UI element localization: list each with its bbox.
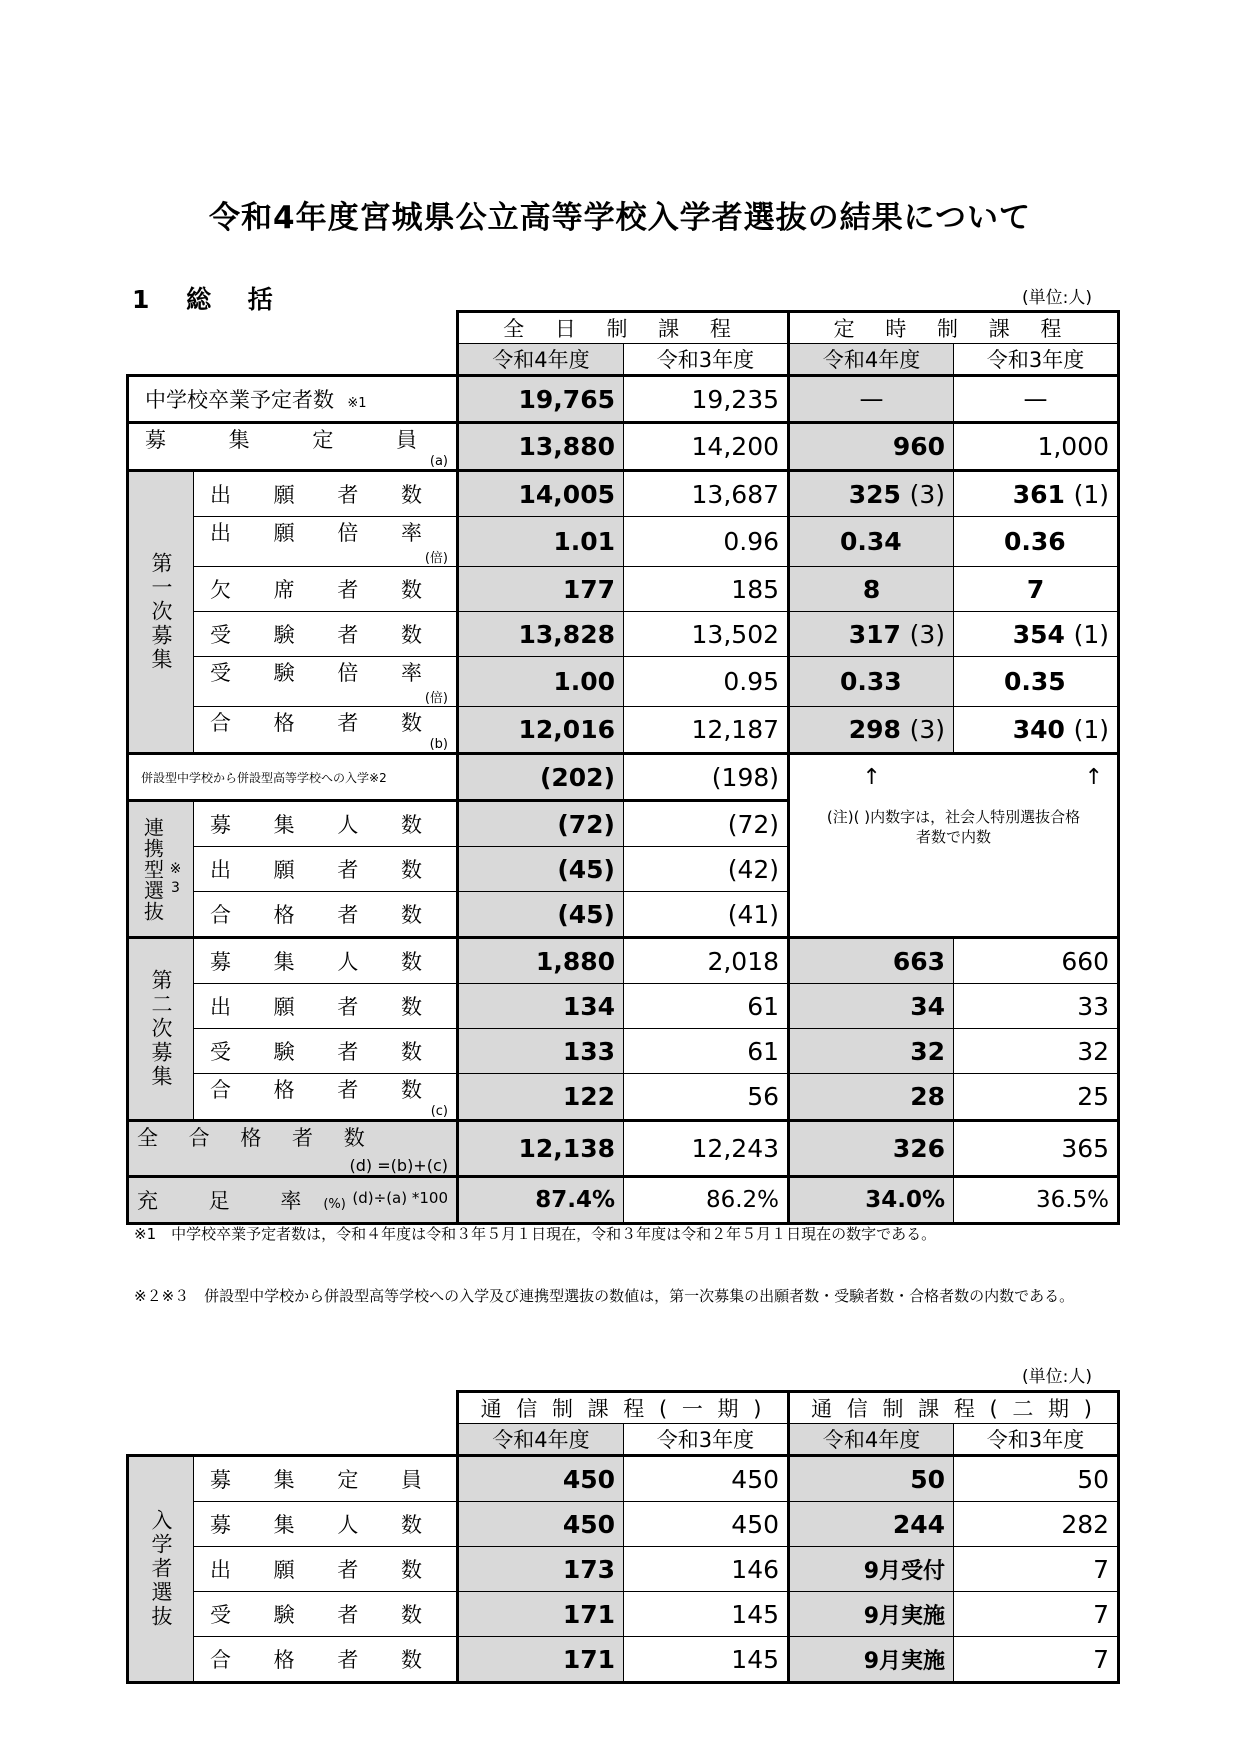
summary-table: [126, 310, 1120, 1225]
row-total-label: 全 合 格 者 数 (d) =(b)+(c): [128, 1121, 458, 1177]
group-first-label: 第一次募集: [128, 471, 194, 754]
cell: 361 (1): [954, 471, 1119, 517]
cell: 32: [954, 1029, 1119, 1074]
cell: 122: [458, 1074, 624, 1121]
cell: 9月実施: [789, 1637, 954, 1683]
cell: 0.33: [789, 657, 954, 707]
group-second-label: 第二次募集: [128, 938, 194, 1121]
cell: (42): [624, 847, 789, 892]
year-header: 令和3年度: [954, 344, 1119, 376]
cell: 326: [789, 1121, 954, 1177]
cell: 317 (3): [789, 612, 954, 657]
correspondence-table: [126, 1390, 1120, 1684]
row-label: 出 願 者 数: [194, 984, 458, 1029]
year-header: 令和3年度: [624, 344, 789, 376]
cell: 50: [954, 1456, 1119, 1502]
year-header: 令和4年度: [458, 344, 624, 376]
cell: (72): [624, 801, 789, 847]
footnote-2: ※２※３ 併設型中学校から併設型高等学校への入学及び連携型選抜の数値は，第一次募集の出願者数・受験者数・合格者数の内数である。: [134, 1287, 1075, 1305]
row-label: 欠 席 者 数: [194, 567, 458, 612]
cell: 50: [789, 1456, 954, 1502]
cell: 185: [624, 567, 789, 612]
cell: 450: [624, 1456, 789, 1502]
cell: 25: [954, 1074, 1119, 1121]
cell: 0.34: [789, 517, 954, 567]
arrow-icon: ↑: [954, 754, 1119, 801]
cell: 33: [954, 984, 1119, 1029]
cell: (72): [458, 801, 624, 847]
row-label: 出 願 倍 率 (倍): [194, 517, 458, 567]
unit-label: (単位:人): [1022, 288, 1092, 308]
cell: 28: [789, 1074, 954, 1121]
year-header: 令和4年度: [789, 344, 954, 376]
unit-label: (単位:人): [1022, 1367, 1092, 1387]
cell: 244: [789, 1502, 954, 1547]
cell: 365: [954, 1121, 1119, 1177]
cell: 13,502: [624, 612, 789, 657]
cell: (202): [458, 754, 624, 801]
cell: 173: [458, 1547, 624, 1592]
cell: 282: [954, 1502, 1119, 1547]
row-label: 募 集 定 員: [194, 1456, 458, 1502]
row-label: 受 験 倍 率 (倍): [194, 657, 458, 707]
cell: 19,235: [624, 376, 789, 423]
cell: 7: [954, 1637, 1119, 1683]
row-label: 合 格 者 数 (b): [194, 707, 458, 754]
row-rate-label: 充 足 率(%) (d)÷(a) *100: [128, 1177, 458, 1224]
arrow-icon: ↑: [789, 754, 954, 801]
row-label: 合 格 者 数: [194, 892, 458, 938]
cell: 960: [789, 423, 954, 471]
year-header: 令和3年度: [624, 1424, 789, 1456]
cell: 12,016: [458, 707, 624, 754]
page-title: 令和4年度宮城県公立高等学校入学者選抜の結果について: [209, 200, 1031, 236]
cell: 1,000: [954, 423, 1119, 471]
cell: 7: [954, 1592, 1119, 1637]
row-label: 募 集 人 数: [194, 1502, 458, 1547]
cell: 13,880: [458, 423, 624, 471]
group-tsushin-1: 通 信 制 課 程 ( 一 期 ): [458, 1392, 789, 1424]
annotation-note: (注)( )内数字は，社会人特別選抜合格者数で内数: [789, 801, 1119, 938]
section-heading: 1 総 括: [132, 285, 287, 314]
cell: 1,880: [458, 938, 624, 984]
cell: 354 (1): [954, 612, 1119, 657]
cell: 7: [954, 567, 1119, 612]
cell: 0.36: [954, 517, 1119, 567]
cell: 13,828: [458, 612, 624, 657]
row-label: 募 集 人 数: [194, 801, 458, 847]
row-label: 募 集 人 数: [194, 938, 458, 984]
group-renkei-label: 連携型選抜 ※3: [128, 801, 194, 938]
row-label: 合 格 者 数: [194, 1637, 458, 1683]
cell: 19,765: [458, 376, 624, 423]
cell: (198): [624, 754, 789, 801]
group-parttime: 定 時 制 課 程: [789, 312, 1119, 344]
cell: 32: [789, 1029, 954, 1074]
cell: (41): [624, 892, 789, 938]
cell: 450: [458, 1456, 624, 1502]
cell: 298 (3): [789, 707, 954, 754]
cell: 145: [624, 1637, 789, 1683]
row-label: 合 格 者 数 (c): [194, 1074, 458, 1121]
cell: 340 (1): [954, 707, 1119, 754]
cell: —: [789, 376, 954, 423]
cell: 61: [624, 1029, 789, 1074]
cell: 8: [789, 567, 954, 612]
year-header: 令和4年度: [789, 1424, 954, 1456]
cell: 2,018: [624, 938, 789, 984]
cell: 0.35: [954, 657, 1119, 707]
cell: 61: [624, 984, 789, 1029]
cell: 12,187: [624, 707, 789, 754]
cell: 171: [458, 1637, 624, 1683]
cell: 56: [624, 1074, 789, 1121]
cell: 34: [789, 984, 954, 1029]
cell: 325 (3): [789, 471, 954, 517]
row-label: 出 願 者 数: [194, 471, 458, 517]
cell: 133: [458, 1029, 624, 1074]
cell: 7: [954, 1547, 1119, 1592]
group-fulltime: 全 日 制 課 程: [458, 312, 789, 344]
cell: 660: [954, 938, 1119, 984]
cell: 1.01: [458, 517, 624, 567]
cell: 13,687: [624, 471, 789, 517]
row-quota-label: 募 集 定 員 (a): [128, 423, 458, 471]
cell: 450: [458, 1502, 624, 1547]
footnote-1: ※1 中学校卒業予定者数は，令和４年度は令和３年５月１日現在，令和３年度は令和２年５月１日現在の数字である。: [134, 1225, 937, 1243]
cell: —: [954, 376, 1119, 423]
cell: 9月実施: [789, 1592, 954, 1637]
cell: 34.0%: [789, 1177, 954, 1224]
cell: 36.5%: [954, 1177, 1119, 1224]
row-label: 受 験 者 数: [194, 612, 458, 657]
cell: (45): [458, 892, 624, 938]
cell: 450: [624, 1502, 789, 1547]
cell: 12,243: [624, 1121, 789, 1177]
cell: 86.2%: [624, 1177, 789, 1224]
row-label: 出 願 者 数: [194, 1547, 458, 1592]
row-grad-label: 中学校卒業予定者数 ※1: [128, 376, 458, 423]
cell: 663: [789, 938, 954, 984]
cell: 134: [458, 984, 624, 1029]
cell: 9月受付: [789, 1547, 954, 1592]
cell: 14,005: [458, 471, 624, 517]
group-tsushin-2: 通 信 制 課 程 ( 二 期 ): [789, 1392, 1119, 1424]
cell: 177: [458, 567, 624, 612]
cell: 1.00: [458, 657, 624, 707]
row-label: 受 験 者 数: [194, 1029, 458, 1074]
year-header: 令和4年度: [458, 1424, 624, 1456]
cell: 145: [624, 1592, 789, 1637]
cell: (45): [458, 847, 624, 892]
cell: 146: [624, 1547, 789, 1592]
year-header: 令和3年度: [954, 1424, 1119, 1456]
cell: 12,138: [458, 1121, 624, 1177]
cell: 0.96: [624, 517, 789, 567]
cell: 171: [458, 1592, 624, 1637]
row-label: 出 願 者 数: [194, 847, 458, 892]
cell: 0.95: [624, 657, 789, 707]
row-label: 受 験 者 数: [194, 1592, 458, 1637]
group-nyugaku-label: 入学者選抜: [128, 1456, 194, 1683]
cell: 14,200: [624, 423, 789, 471]
cell: 87.4%: [458, 1177, 624, 1224]
row-heisetsu-label: 併設型中学校から併設型高等学校への入学※2: [128, 754, 458, 801]
